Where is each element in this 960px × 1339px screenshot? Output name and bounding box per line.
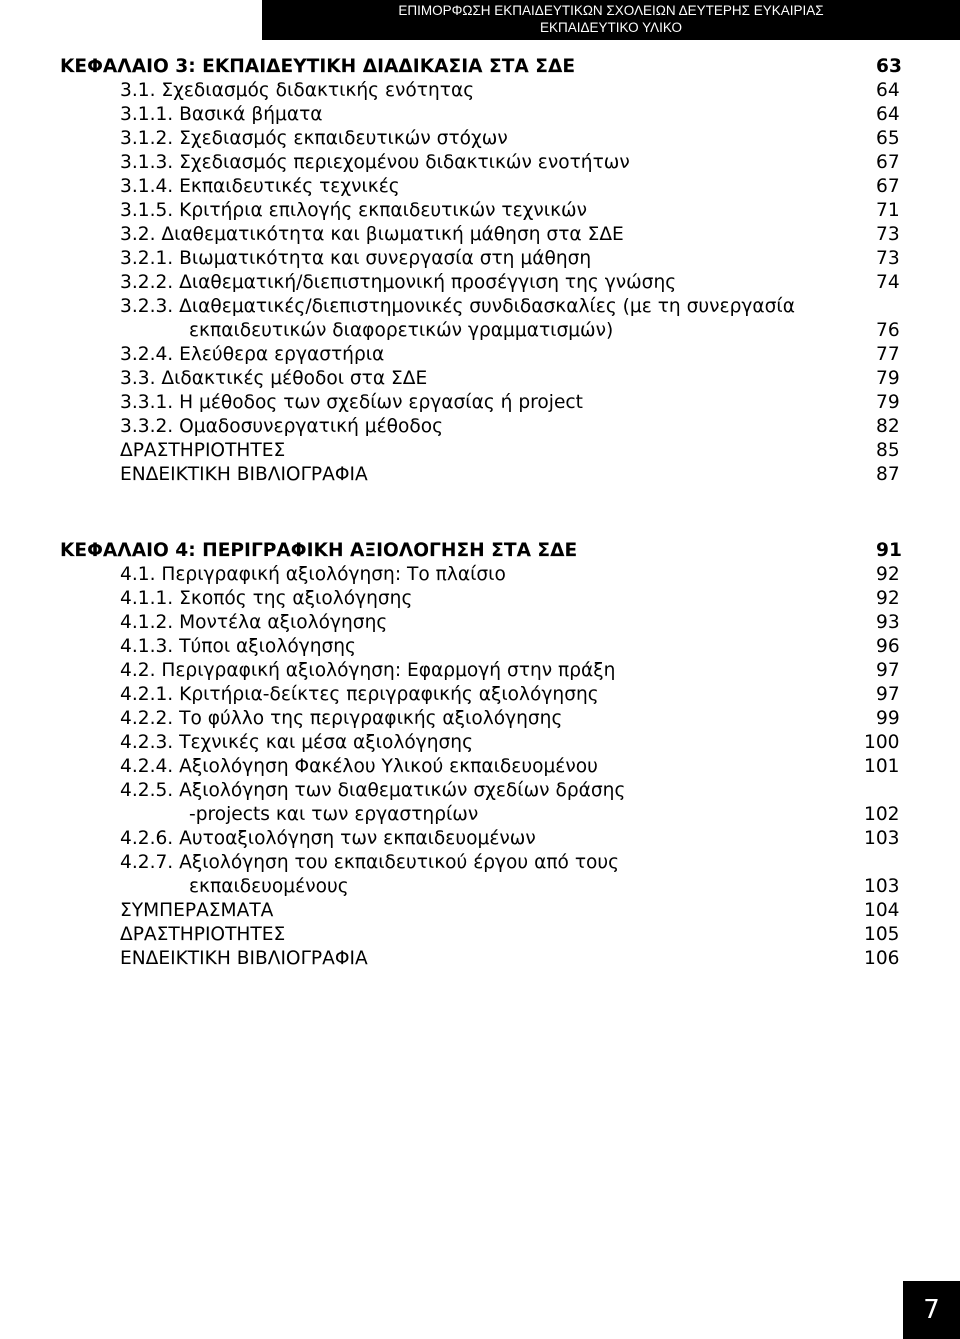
toc-entry-text: 4.1.1. Σκοπός της αξιολόγησης <box>120 588 413 609</box>
toc-entry-page: 92 <box>876 564 900 585</box>
toc-entry-text: ΣΥΜΠΕΡΑΣΜΑΤΑ <box>120 900 274 921</box>
chapter-4-page: 91 <box>876 540 902 561</box>
toc-entry <box>0 296 960 320</box>
toc-entry-text: 4.2.4. Αξιολόγηση Φακέλου Υλικού εκπαιδευομένου <box>120 756 598 777</box>
toc-entry-text: 4.2.7. Αξιολόγηση του εκπαιδευτικού έργου από τους <box>120 852 620 873</box>
toc-entry <box>0 780 960 804</box>
toc-entry-text: 3.1.2. Σχεδιασμός εκπαιδευτικών στόχων <box>120 128 508 149</box>
toc-entry-text: 4.1.2. Μοντέλα αξιολόγησης <box>120 612 388 633</box>
toc-entry <box>0 392 960 416</box>
toc-entry-page: 99 <box>876 708 900 729</box>
toc-entry-text: 3.1.5. Κριτήρια επιλογής εκπαιδευτικών τεχνικών <box>120 200 588 221</box>
toc-entry <box>0 200 960 224</box>
toc-entry-page: 67 <box>876 176 900 197</box>
toc-entry-text: ΔΡΑΣΤΗΡΙΟΤΗΤΕΣ <box>120 440 286 461</box>
toc-entry-text: ΕΝΔΕΙΚΤΙΚΗ ΒΙΒΛΙΟΓΡΑΦΙΑ <box>120 464 368 485</box>
toc-entry-page: 97 <box>876 660 900 681</box>
toc-entry <box>0 756 960 780</box>
toc-entry-text: 3.2.2. Διαθεματική/διεπιστημονική προσέγγιση της γνώσης <box>120 272 677 293</box>
toc-entry-text: 4.1. Περιγραφική αξιολόγηση: Το πλαίσιο <box>120 564 506 585</box>
toc-entry <box>0 588 960 612</box>
chapter-4-title: ΚΕΦΑΛΑΙΟ 4: ΠΕΡΙΓΡΑΦΙΚΗ ΑΞΙΟΛΟΓΗΣΗ ΣΤΑ ΣΔΕ <box>60 540 578 561</box>
toc-entry-page: 64 <box>876 80 900 101</box>
toc-entry-text: ΔΡΑΣΤΗΡΙΟΤΗΤΕΣ <box>120 924 286 945</box>
running-header <box>262 0 960 40</box>
toc-entry-page: 79 <box>876 368 900 389</box>
toc-entry <box>0 80 960 104</box>
toc-entry-page: 73 <box>876 224 900 245</box>
toc-entry-text: ΕΝΔΕΙΚΤΙΚΗ ΒΙΒΛΙΟΓΡΑΦΙΑ <box>120 948 368 969</box>
toc-entry-page: 96 <box>876 636 900 657</box>
toc-entry-page: 74 <box>876 272 900 293</box>
toc-entry <box>0 104 960 128</box>
toc-entry <box>0 464 960 488</box>
toc-entry-page: 106 <box>864 948 900 969</box>
toc-entry <box>0 876 960 900</box>
header-line-2: ΕΚΠΑΙΔΕΥΤΙΚΟ ΥΛΙΚΟ <box>540 20 682 35</box>
toc-entry-page: 103 <box>864 828 900 849</box>
toc-entry-text: 3.1. Σχεδιασμός διδακτικής ενότητας <box>120 80 475 101</box>
toc-entry-page: 67 <box>876 152 900 173</box>
toc-entry <box>0 344 960 368</box>
toc-entry-text: 4.2.1. Κριτήρια-δείκτες περιγραφικής αξιολόγησης <box>120 684 599 705</box>
toc-entry-text: 4.2.3. Τεχνικές και μέσα αξιολόγησης <box>120 732 473 753</box>
toc-entry-page: 64 <box>876 104 900 125</box>
toc-entry <box>0 660 960 684</box>
toc-entry <box>0 612 960 636</box>
toc-entry <box>0 224 960 248</box>
toc-entry-page: 71 <box>876 200 900 221</box>
toc-entry <box>0 248 960 272</box>
toc-entry-text: 3.1.4. Εκπαιδευτικές τεχνικές <box>120 176 400 197</box>
toc-entry <box>0 564 960 588</box>
toc-entry-page: 76 <box>876 320 900 341</box>
chapter-3-page: 63 <box>876 56 902 77</box>
toc-entry-text: 3.2.3. Διαθεματικές/διεπιστημονικές συνδιδασκαλίες (με τη συνεργασία <box>120 296 795 317</box>
chapter-3-heading <box>0 56 960 80</box>
toc-entry-page: 73 <box>876 248 900 269</box>
toc-entry <box>0 320 960 344</box>
toc-entry-text: 4.1.3. Τύποι αξιολόγησης <box>120 636 356 657</box>
toc-entry-page: 100 <box>864 732 900 753</box>
toc-entry <box>0 924 960 948</box>
toc-entry-text: 3.3. Διδακτικές μέθοδοι στα ΣΔΕ <box>120 368 428 389</box>
toc-entry-page: 92 <box>876 588 900 609</box>
toc-entry-page: 105 <box>864 924 900 945</box>
toc-entry-text: 3.1.1. Βασικά βήματα <box>120 104 323 125</box>
toc-entry <box>0 176 960 200</box>
toc-entry <box>0 732 960 756</box>
toc-entry-text: 3.3.2. Ομαδοσυνεργατική μέθοδος <box>120 416 444 437</box>
toc-entry <box>0 948 960 972</box>
toc-entry-text: 4.2.6. Αυτοαξιολόγηση των εκπαιδευομένων <box>120 828 536 849</box>
toc-entry-text: 3.2. Διαθεματικότητα και βιωματική μάθηση στα ΣΔΕ <box>120 224 624 245</box>
toc-entry-page: 65 <box>876 128 900 149</box>
toc-entry-page: 103 <box>864 876 900 897</box>
toc-entry-text: -projects και των εργαστηρίων <box>189 804 479 825</box>
toc-entry-text: 4.2. Περιγραφική αξιολόγηση: Εφαρμογή στην πράξη <box>120 660 616 681</box>
toc-entry-page: 77 <box>876 344 900 365</box>
toc-entry <box>0 828 960 852</box>
chapter-4-heading <box>0 540 960 564</box>
toc-entry <box>0 636 960 660</box>
toc-entry-text: 3.2.4. Ελεύθερα εργαστήρια <box>120 344 385 365</box>
toc-entry-text: 4.2.2. Το φύλλο της περιγραφικής αξιολόγησης <box>120 708 563 729</box>
chapter-3-title: ΚΕΦΑΛΑΙΟ 3: ΕΚΠΑΙΔΕΥΤΙΚΗ ΔΙΑΔΙΚΑΣΙΑ ΣΤΑ ΣΔΕ <box>60 56 576 77</box>
toc-entry-page: 85 <box>876 440 900 461</box>
toc-entry <box>0 900 960 924</box>
toc-entry-page: 101 <box>864 756 900 777</box>
toc-entry-text: 4.2.5. Αξιολόγηση των διαθεματικών σχεδίων δράσης <box>120 780 626 801</box>
toc-entry-text: 3.1.3. Σχεδιασμός περιεχομένου διδακτικών ενοτήτων <box>120 152 630 173</box>
toc-entry <box>0 708 960 732</box>
toc-entry-text: εκπαιδευτικών διαφορετικών γραμματισμών) <box>189 320 614 341</box>
toc-entry-text: 3.2.1. Βιωματικότητα και συνεργασία στη μάθηση <box>120 248 592 269</box>
toc-entry-page: 82 <box>876 416 900 437</box>
page-number: 7 <box>903 1281 960 1339</box>
toc-entry-page: 104 <box>864 900 900 921</box>
toc-entry-page: 102 <box>864 804 900 825</box>
toc-entry <box>0 152 960 176</box>
toc-entry <box>0 368 960 392</box>
toc-entry <box>0 416 960 440</box>
toc-entry-page: 97 <box>876 684 900 705</box>
toc-entry-page: 93 <box>876 612 900 633</box>
header-line-1: ΕΠΙΜΟΡΦΩΣΗ ΕΚΠΑΙΔΕΥΤΙΚΩΝ ΣΧΟΛΕΙΩΝ ΔΕΥΤΕΡΗΣ ΕΥΚΑΙΡΙΑΣ <box>398 3 824 18</box>
toc-entry <box>0 440 960 464</box>
toc-entry-text: εκπαιδευομένους <box>189 876 349 897</box>
toc-entry-page: 79 <box>876 392 900 413</box>
toc-entry <box>0 272 960 296</box>
toc-entry <box>0 684 960 708</box>
toc-entry <box>0 804 960 828</box>
toc-entry <box>0 852 960 876</box>
toc-entry-page: 87 <box>876 464 900 485</box>
toc-entry-text: 3.3.1. Η μέθοδος των σχεδίων εργασίας ή project <box>120 392 583 413</box>
toc-entry <box>0 128 960 152</box>
